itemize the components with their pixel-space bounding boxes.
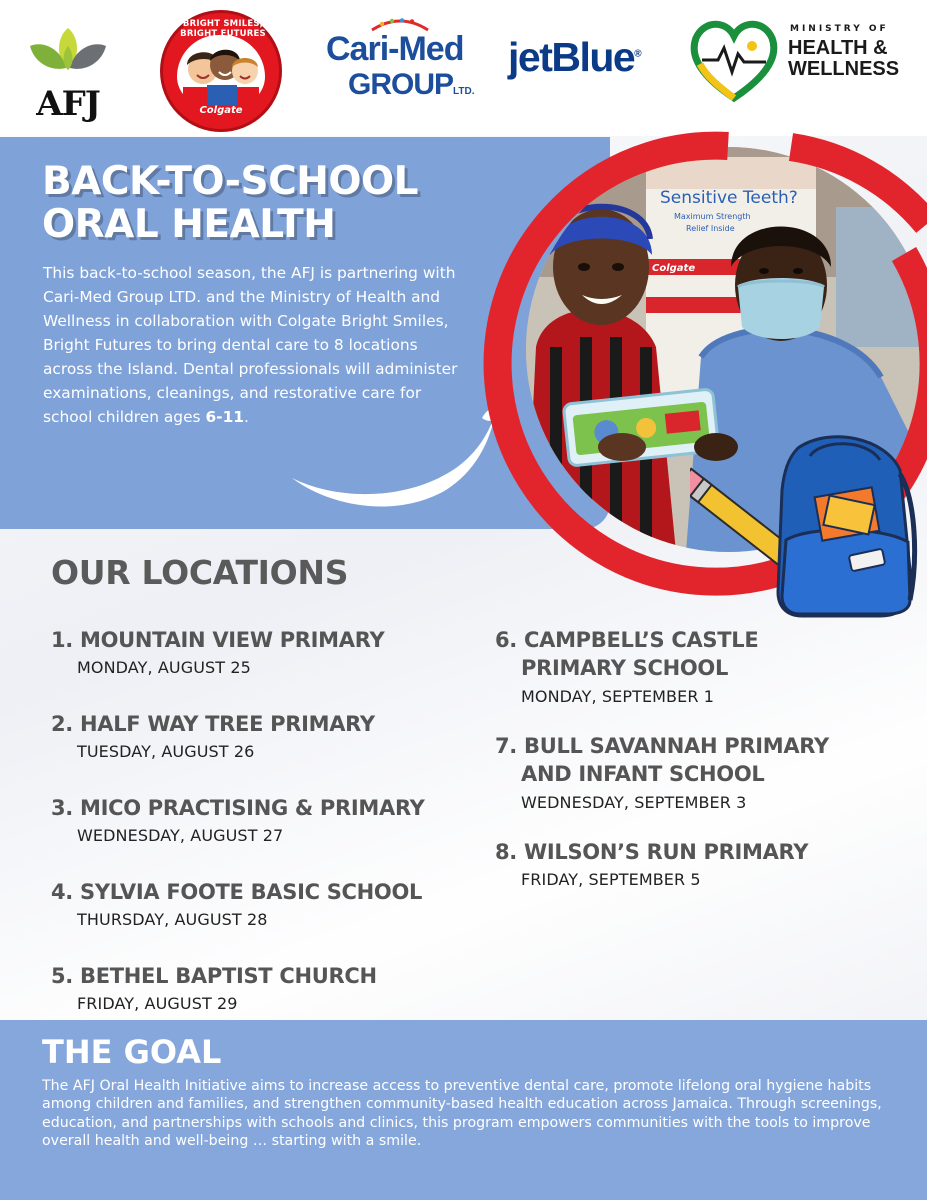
bright-smiles-kids-illustration (177, 35, 265, 105)
location-name: 4. SYLVIA FOOTE BASIC SCHOOL (51, 880, 423, 904)
location-date: MONDAY, AUGUST 25 (77, 658, 251, 677)
moh-ministry-of-text: MINISTRY OF (790, 24, 889, 34)
carimed-group-wordmark (348, 68, 475, 102)
registered-mark: ® (634, 48, 641, 60)
location-date: TUESDAY, AUGUST 26 (77, 742, 255, 761)
bright-smiles-arc-text: BRIGHT SMILES, BRIGHT FUTURES (180, 19, 266, 39)
afj-wordmark: AFJ (36, 84, 100, 124)
goal-heading: THE GOAL (42, 1033, 222, 1071)
moh-wellness-text: WELLNESS (788, 58, 900, 80)
locations-list-left (51, 626, 471, 1046)
location-name-line-2: PRIMARY SCHOOL (521, 656, 729, 680)
carimed-ltd-text: LTD. (453, 86, 475, 97)
carimed-group-logo[interactable] (326, 18, 475, 118)
location-item (51, 626, 471, 710)
hero-description-end: . (243, 408, 249, 426)
afj-logo[interactable] (26, 24, 110, 124)
sign-subtitle-2: Relief Inside (686, 224, 735, 233)
title-line-2: ORAL HEALTH (42, 202, 336, 247)
goal-description: The AFJ Oral Health Initiative aims to increase access to preventive dental care, promote lifelong oral hygiene habits among children and families, and strengthen community-based health education across Jamaica. Through screenings, education, and partnerships with schools and clinics, this program empowers communities with the tools to improve overall health and well-being … starting with a smile. (42, 1078, 882, 1150)
backpack-and-pencil-icon (690, 430, 922, 620)
location-date: FRIDAY, AUGUST 29 (77, 994, 238, 1013)
location-date: FRIDAY, SEPTEMBER 5 (521, 870, 701, 889)
location-name: 8. WILSON’S RUN PRIMARY (495, 840, 809, 864)
colgate-banner-text: Colgate (652, 263, 696, 274)
heart-icon (688, 16, 780, 106)
carimed-group-text: GROUP (348, 68, 454, 101)
location-item (51, 710, 471, 794)
location-name: 3. MICO PRACTISING & PRIMARY (51, 796, 425, 820)
location-item (51, 794, 471, 878)
sign-subtitle-1: Maximum Strength (674, 212, 751, 221)
location-item (495, 626, 905, 732)
location-date: MONDAY, SEPTEMBER 1 (521, 687, 715, 706)
moh-health-text: HEALTH & (788, 37, 888, 59)
jetblue-wordmark: jetBlue (508, 34, 635, 80)
location-name: 2. HALF WAY TREE PRIMARY (51, 712, 375, 736)
location-date: THURSDAY, AUGUST 28 (77, 910, 268, 929)
location-date: WEDNESDAY, AUGUST 27 (77, 826, 284, 845)
locations-list-right (495, 626, 905, 890)
ministry-of-health-logo[interactable] (688, 16, 898, 116)
locations-heading: OUR LOCATIONS (51, 553, 349, 592)
location-item (495, 732, 905, 838)
ages-range: 6-11 (205, 408, 244, 426)
location-name-line-1: 7. BULL SAVANNAH PRIMARY (495, 734, 829, 758)
carimed-wordmark: Cari-Med (326, 30, 464, 68)
page-title (42, 160, 522, 246)
jetblue-logo[interactable] (508, 34, 640, 81)
colgate-wordmark: Colgate (199, 105, 243, 116)
bright-smiles-badge (160, 10, 282, 132)
location-date: WEDNESDAY, SEPTEMBER 3 (521, 793, 747, 812)
location-item (51, 878, 471, 962)
location-item (495, 838, 905, 890)
location-name-line-1: 6. CAMPBELL’S CASTLE (495, 628, 759, 652)
location-name: 1. MOUNTAIN VIEW PRIMARY (51, 628, 385, 652)
smile-swoosh-icon (286, 398, 504, 518)
afj-leaf-icon (26, 24, 110, 86)
moh-title (788, 38, 899, 80)
title-line-1: BACK-TO-SCHOOL (42, 159, 418, 204)
location-name-line-2: AND INFANT SCHOOL (521, 762, 765, 786)
hero-description-text: This back-to-school season, the AFJ is partnering with Cari-Med Group LTD. and the Ministry of Health and Wellness in collaboration with Colgate Bright Smiles, Bright Futures to bring dental care to 8 locations across the Island. Dental professionals will administer examinations, cleanings, and restorative care for school children ages (43, 264, 458, 426)
location-name: 5. BETHEL BAPTIST CHURCH (51, 964, 377, 988)
sign-title: Sensitive Teeth? (660, 188, 798, 208)
bright-smiles-logo[interactable] (160, 10, 282, 130)
